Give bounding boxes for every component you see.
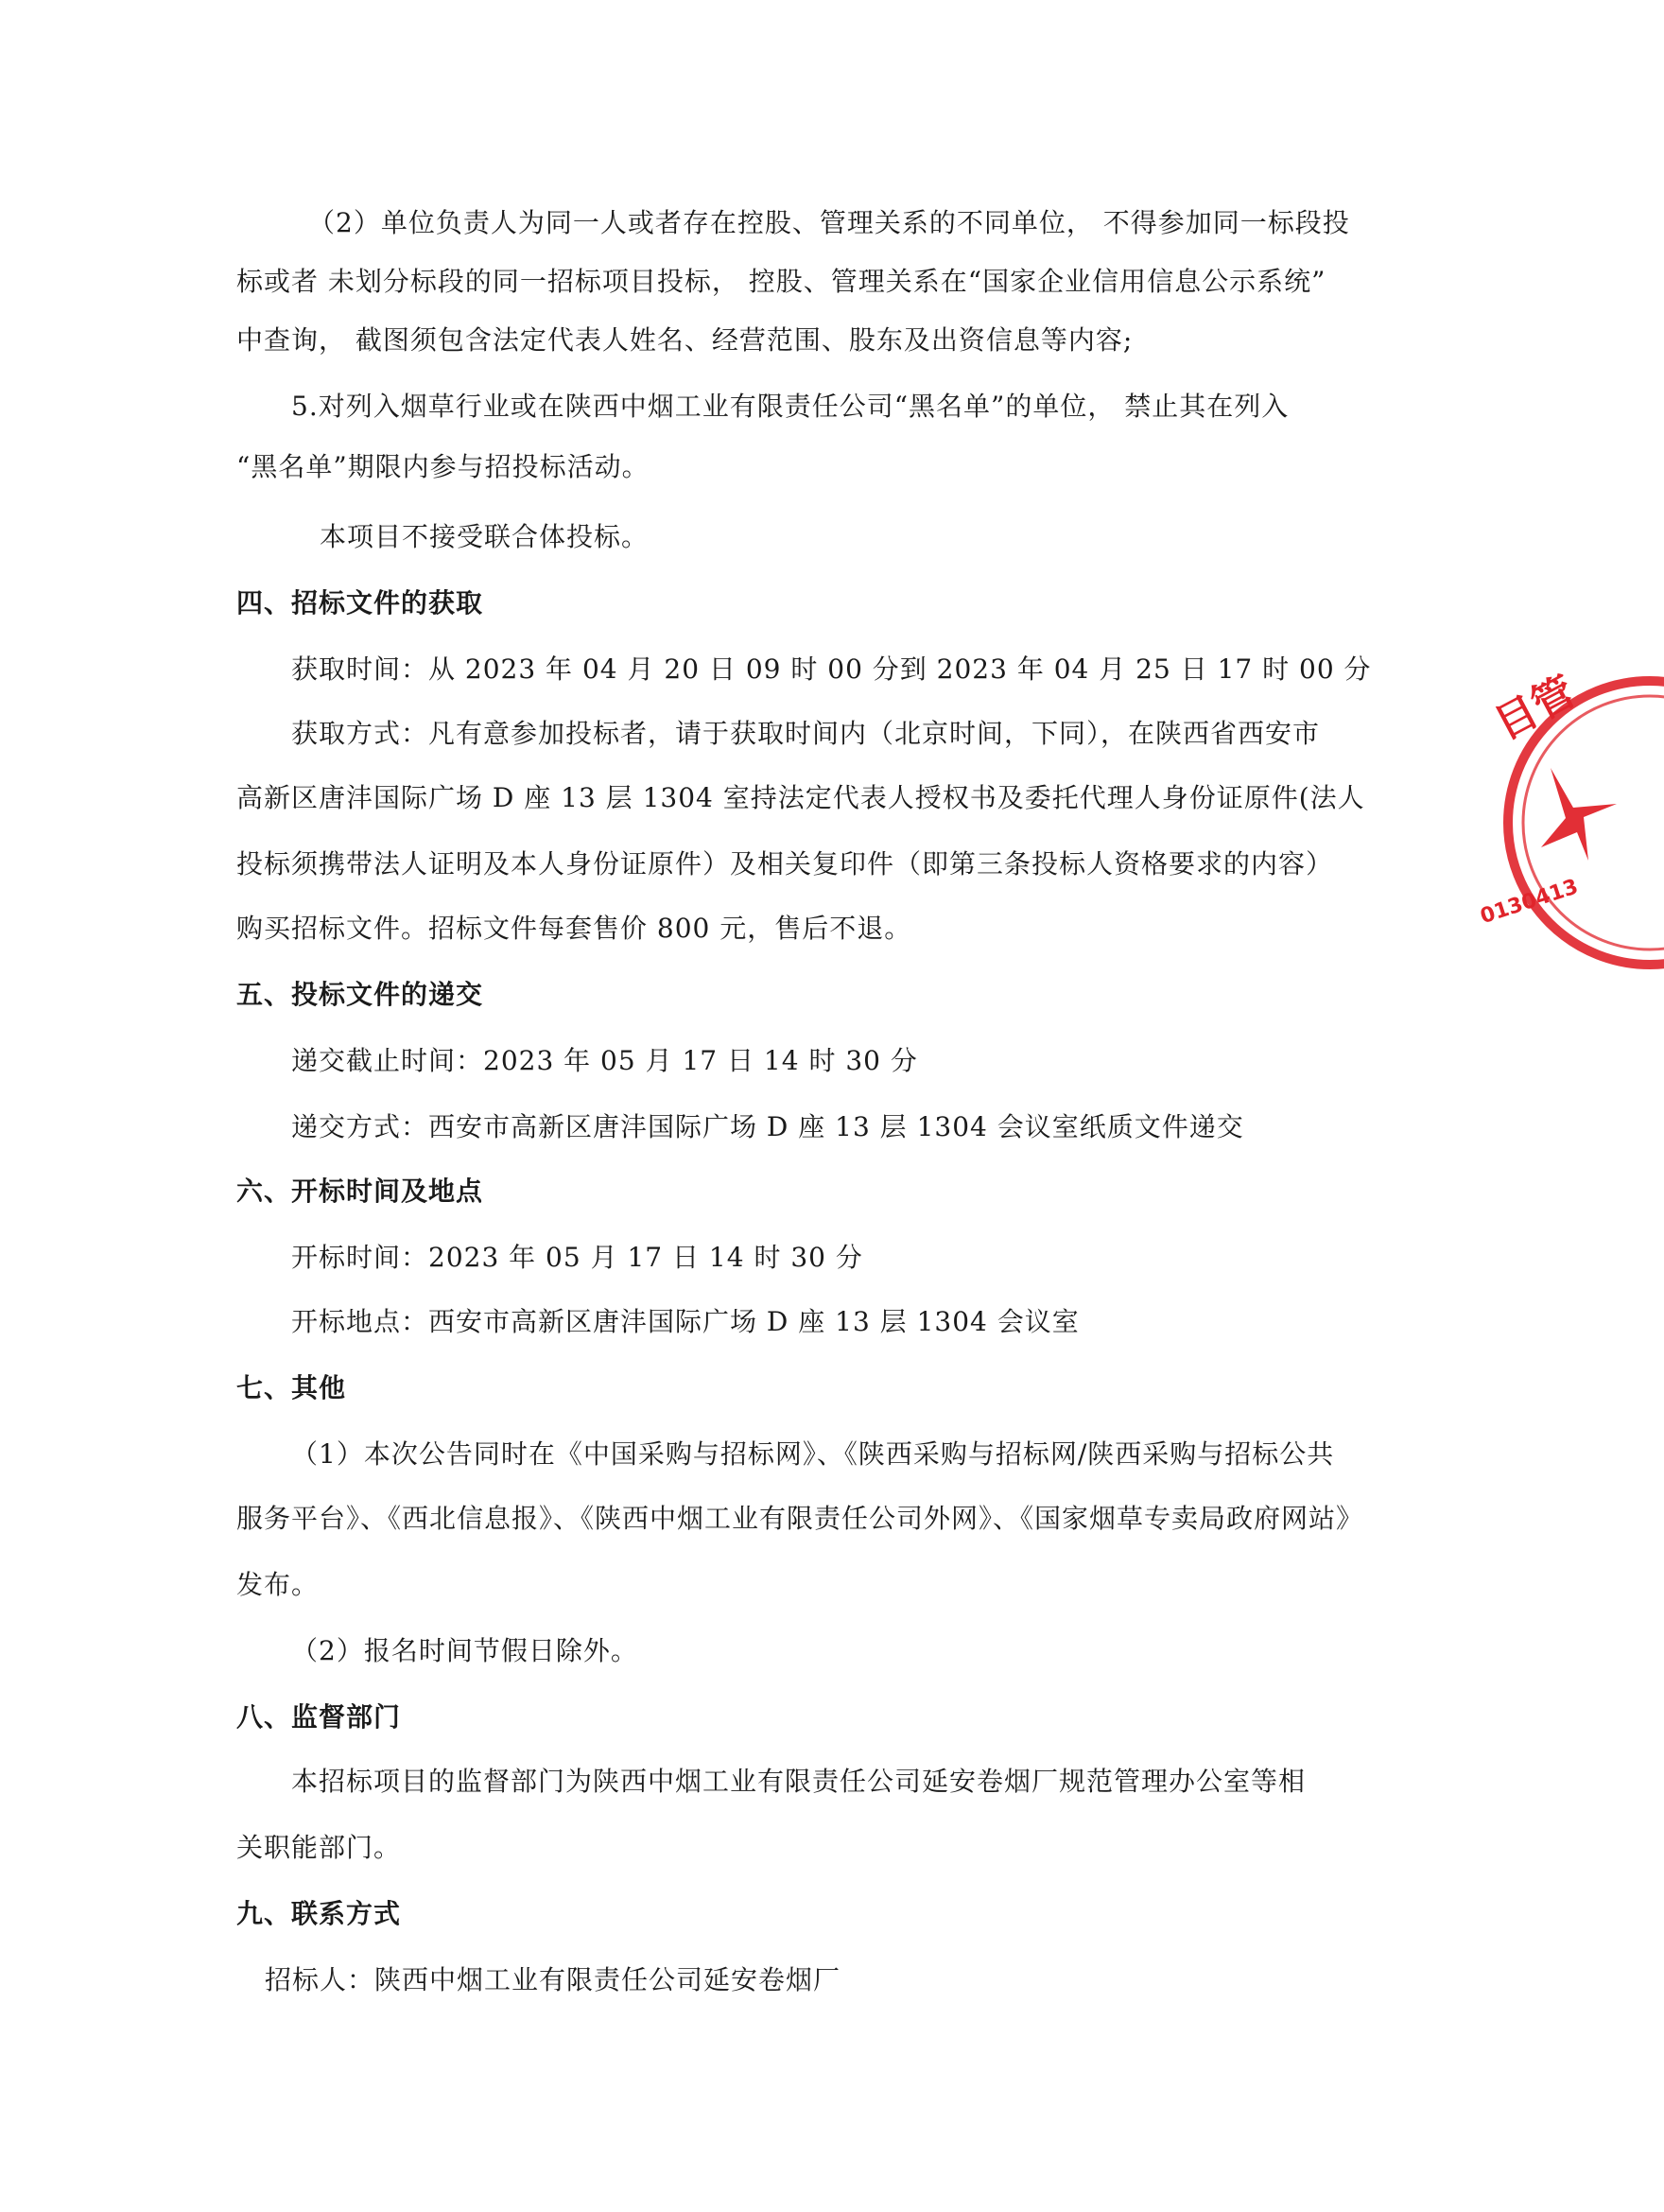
para-line: 5.对列入烟草行业或在陕西中烟工业有限责任公司“黑名单”的单位， 禁止其在列入: [291, 391, 1290, 422]
para-line: 获取时间：从 2023 年 04 月 20 日 09 时 00 分到 2023 年 04 月 25 日 17 时 00 分: [291, 653, 1372, 685]
para-line: （2）报名时间节假日除外。: [291, 1635, 638, 1666]
seal-text-top: 目管: [1486, 667, 1584, 750]
para-line: （2）单位负责人为同一人或者存在控股、管理关系的不同单位， 不得参加同一标段投: [308, 207, 1350, 238]
section-heading: 四、招标文件的获取: [236, 587, 484, 618]
para-line: 招标人：陕西中烟工业有限责任公司延安卷烟厂: [265, 1964, 841, 1995]
para-line: “黑名单”期限内参与招投标活动。: [236, 451, 650, 482]
para-line: 关职能部门。: [236, 1832, 402, 1863]
para-line: （1）本次公告同时在《中国采购与招标网》、《陕西采购与招标网/陕西采购与招标公共: [291, 1438, 1335, 1470]
section-heading: 七、其他: [236, 1372, 347, 1403]
seal-text-bottom: 0130413: [1477, 875, 1582, 930]
para-line: 本招标项目的监督部门为陕西中烟工业有限责任公司延安卷烟厂规范管理办公室等相: [291, 1766, 1307, 1797]
para-line: 发布。: [236, 1569, 320, 1600]
para-line: 开标地点：西安市高新区唐沣国际广场 D 座 13 层 1304 会议室: [291, 1306, 1080, 1337]
section-heading: 六、开标时间及地点: [236, 1176, 484, 1207]
para-line: 投标须携带法人证明及本人身份证原件）及相关复印件（即第三条投标人资格要求的内容）: [236, 848, 1334, 880]
para-line: 中查询， 截图须包含法定代表人姓名、经营范围、股东及出资信息等内容;: [236, 324, 1134, 356]
para-line: 递交截止时间：2023 年 05 月 17 日 14 时 30 分: [291, 1045, 918, 1076]
para-line: 获取方式：凡有意参加投标者，请于获取时间内（北京时间，下同），在陕西省西安市: [291, 718, 1321, 749]
seal-star-icon: [1541, 768, 1617, 861]
para-line: 标或者 未划分标段的同一招标项目投标， 控股、管理关系在“国家企业信用信息公示系统”: [236, 266, 1326, 297]
section-heading: 八、监督部门: [236, 1701, 402, 1733]
para-line: 高新区唐沣国际广场 D 座 13 层 1304 室持法定代表人授权书及委托代理人身份证原件(法人: [236, 782, 1365, 813]
para-line: 开标时间：2023 年 05 月 17 日 14 时 30 分: [291, 1242, 863, 1273]
section-heading: 五、投标文件的递交: [236, 979, 484, 1010]
section-heading: 九、联系方式: [236, 1898, 402, 1929]
company-seal-stamp: [1475, 662, 1664, 984]
para-line: 递交方式：西安市高新区唐沣国际广场 D 座 13 层 1304 会议室纸质文件递交: [291, 1111, 1244, 1142]
para-line: 购买招标文件。招标文件每套售价 800 元，售后不退。: [236, 913, 912, 944]
para-line: 本项目不接受联合体投标。: [320, 521, 650, 552]
para-line: 服务平台》、《西北信息报》、《陕西中烟工业有限责任公司外网》、《国家烟草专卖局政府网站》: [236, 1503, 1364, 1534]
